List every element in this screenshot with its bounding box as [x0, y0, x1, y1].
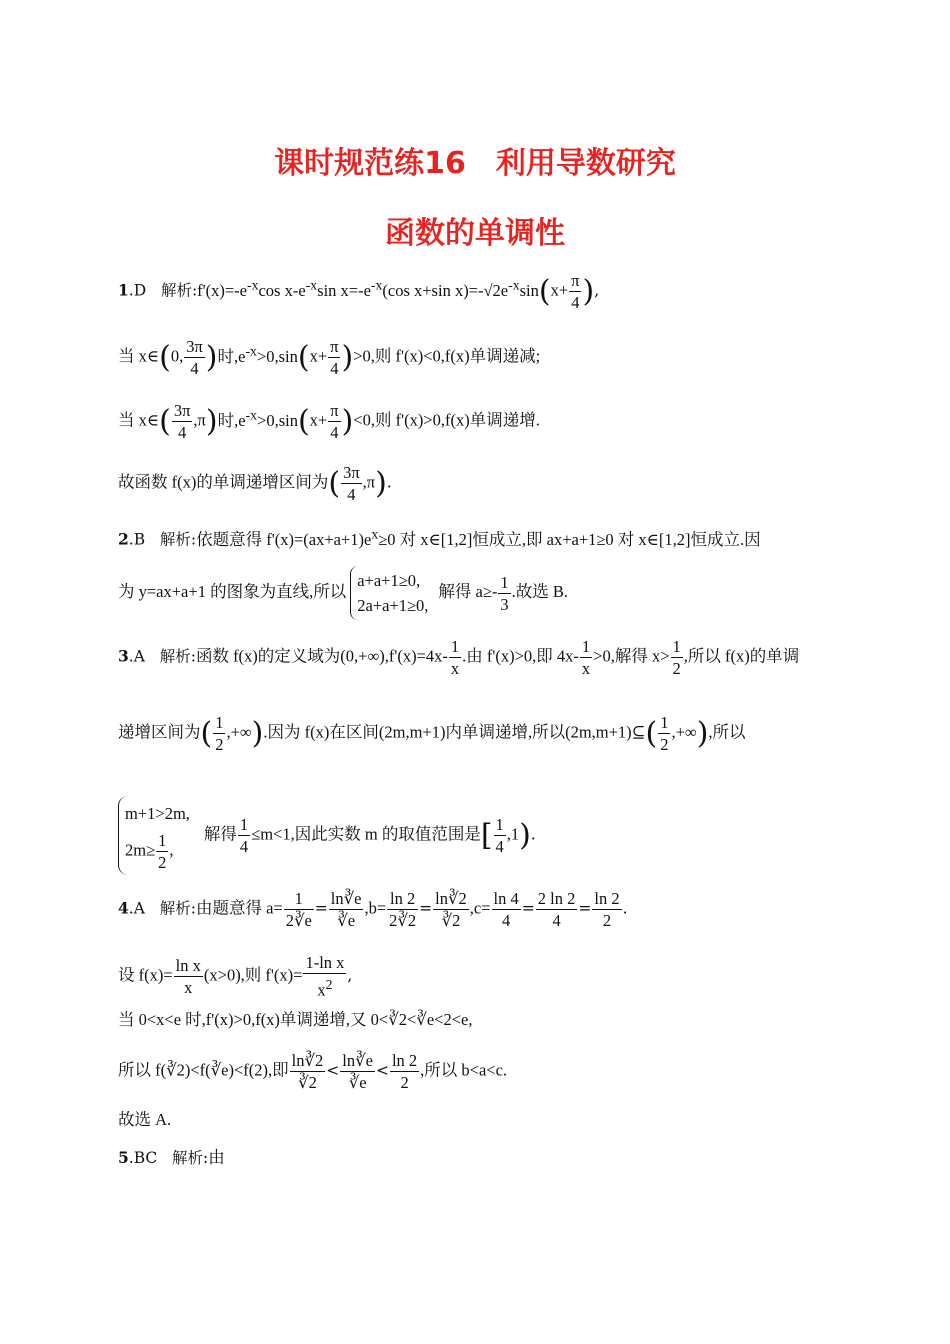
fraction: $\frac{3\pi}{4}$ — [343, 463, 360, 504]
fraction: $\frac{1}{4}$ — [239, 815, 249, 856]
question-number: 2 — [118, 529, 129, 549]
fraction: $\frac{1}{2}$ — [215, 713, 224, 754]
page-title: 课时规范练16 利用导数研究 — [274, 146, 676, 181]
fraction: $\frac{1}{3}$ — [500, 572, 509, 614]
question-number: 3 — [118, 646, 129, 666]
analysis-label: 解析: — [160, 281, 198, 300]
q4-line-3: 当 0<x<e 时,f'(x)>0,f(x)单调递增,又 0<∛2<∛e<2<e, — [118, 1010, 473, 1029]
q1-line-4: 故函数 f(x)的单调递增区间为( $\frac{3\pi}{4}$ ,π). — [118, 463, 392, 504]
analysis-label: 解析: — [172, 1149, 209, 1167]
fraction: $\frac{\text{ln x}}{x}$ — [175, 955, 201, 997]
fraction: $\frac{1}{4}$ — [495, 815, 504, 856]
fraction: $\frac{\ln 2}{2}$ — [594, 889, 620, 930]
fraction: $\frac{\pi}{4}$ — [330, 401, 339, 442]
fraction: $\frac{1}{x}$ — [581, 637, 591, 678]
fraction: $\frac{\ln∛e}{∛e}$ — [330, 889, 362, 930]
equation-system: a+a+1≥0, 2a+a+1≥0, — [350, 566, 434, 620]
q4-line-1: 4.A 解析:由题意得 a= $\frac{1}{2∛e}$ = $\frac{\ln∛e}{∛e}$ ,b= $\frac{\ln 2}{2∛2}$ = $\frac{\ln∛2}{∛2}$ ,c= $\frac{\ln 4}{4}$ = $\frac{2 \ln 2}{4}$ = $\frac{\ln 2}{2}$ . — [118, 889, 628, 930]
fraction: $\frac{\ln∛2}{∛2}$ — [291, 1051, 324, 1092]
fraction: $\frac{2 \ln 2}{4}$ — [537, 889, 576, 930]
q1-line-3: 当 x∈( $\frac{3\pi}{4}$ ,π)时$,e^{-x}>0,\sin(x+$ $\frac{\pi}{4}$ )<0,则 f'(x)>0,f(x)单调递增. — [118, 401, 540, 442]
fraction: $\frac{1}{2}$ — [660, 713, 669, 754]
fraction: $\frac{1}{x}$ — [450, 637, 460, 678]
question-number: 1 — [118, 280, 129, 300]
q3-line-3: m+1>2m, 2m≥ $\frac{1}{2}$ , 解得 $\frac{1}{4}$ ≤m<1,因此实数 m 的取值范围是[ $\frac{1}{4}$ ,1). — [118, 796, 850, 875]
fraction: $\frac{3\pi}{4}$ — [173, 401, 191, 442]
fraction: $\frac{\pi}{4}$ — [571, 271, 580, 312]
fraction: $\frac{1}{2}$ — [158, 831, 167, 872]
fraction: $\frac{\ln∛e}{∛e}$ — [342, 1051, 373, 1092]
question-number: 4 — [118, 898, 129, 918]
analysis-label: 解析: — [159, 899, 196, 918]
fraction: $\frac{1}{2}$ — [672, 637, 681, 678]
fraction: $\frac{\ln 2}{2∛2}$ — [389, 889, 417, 930]
q4-line-4: 所以 f(∛2)<f(∛e)<f(2),即 $\frac{\ln∛2}{∛2}$ < $\frac{\ln∛e}{∛e}$ < $\frac{\ln 2}{2}$ ,所以 b<a<c. — [118, 1051, 508, 1092]
page-subtitle: 函数的单调性 — [385, 216, 565, 251]
fraction: $\frac{\text{1-ln x}}{x^2}$ — [305, 953, 345, 1000]
q1-line-2: 当 x∈(0, $\frac{3\pi}{4}$ )时$,e^{-x}>0,\sin(x+$ $\frac{\pi}{4}$ )>0,则 f'(x)<0,f(x)单调递减; — [118, 337, 541, 378]
q5-line-1: 5.BC 解析:由 — [118, 1148, 225, 1167]
fraction: $\frac{1}{2∛e}$ — [285, 889, 312, 930]
analysis-label: 解析: — [159, 530, 197, 549]
q1-line-1: 1.D 解析$:f'(x)=-e^{-x}\cos$ $x-e^{-x}\sin$ $x=-e^{-x}(\cos$ x+sin $x)=-√2e^{-x}\sin(x+$ $\frac{\pi}{4}$ ), — [118, 271, 600, 312]
q3-line-1: 3.A 解析:函数 f(x)的定义域为(0,+∞),f'(x)=4x- $\frac{1}{x}$ .由 f'(x)>0,即 4x- $\frac{1}{x}$ >0,解得 x> $\frac{1}{2}$ ,所以 f(x)的单调 — [118, 637, 800, 678]
analysis-label: 解析: — [159, 647, 196, 666]
fraction: $\frac{\ln∛2}{∛2}$ — [435, 889, 467, 930]
q4-line-2: 设 f(x)= $\frac{\text{ln x}}{x}$ (x>0),则 f'(x)= $\frac{\text{1-ln x}}{x^2}$ , — [118, 953, 353, 1000]
q2-line-1: 2.B 解析:依题意得 $f'(x)=(ax+a+1)e^x\ge 0$ 对 x∈[1,2]恒成立,即 ax+a+1≥0 对 x∈[1,2]恒成立.因 — [118, 526, 761, 549]
fraction: $\frac{3\pi}{4}$ — [186, 337, 203, 378]
q4-line-5: 故选 A. — [118, 1110, 172, 1129]
fraction: $\frac{\ln 2}{2}$ — [391, 1051, 418, 1092]
q3-line-2: 递增区间为( $\frac{1}{2}$ ,+∞).因为 f(x)在区间(2m,m+1)内单调递增,所以(2m,m+1)⊆( $\frac{1}{2}$ ,+∞),所以 — [118, 713, 746, 754]
q2-line-2: 为 y=ax+a+1 的图象为直线,所以 a+a+1≥0, 2a+a+1≥0, 解得 a≥- $\frac{1}{3}$ .故选 B. — [118, 566, 850, 620]
fraction: $\frac{\pi}{4}$ — [330, 337, 339, 378]
question-number: 5 — [118, 1148, 129, 1167]
equation-system: m+1>2m, 2m≥ $\frac{1}{2}$ , — [118, 796, 198, 875]
fraction: $\frac{\ln 4}{4}$ — [493, 889, 519, 930]
